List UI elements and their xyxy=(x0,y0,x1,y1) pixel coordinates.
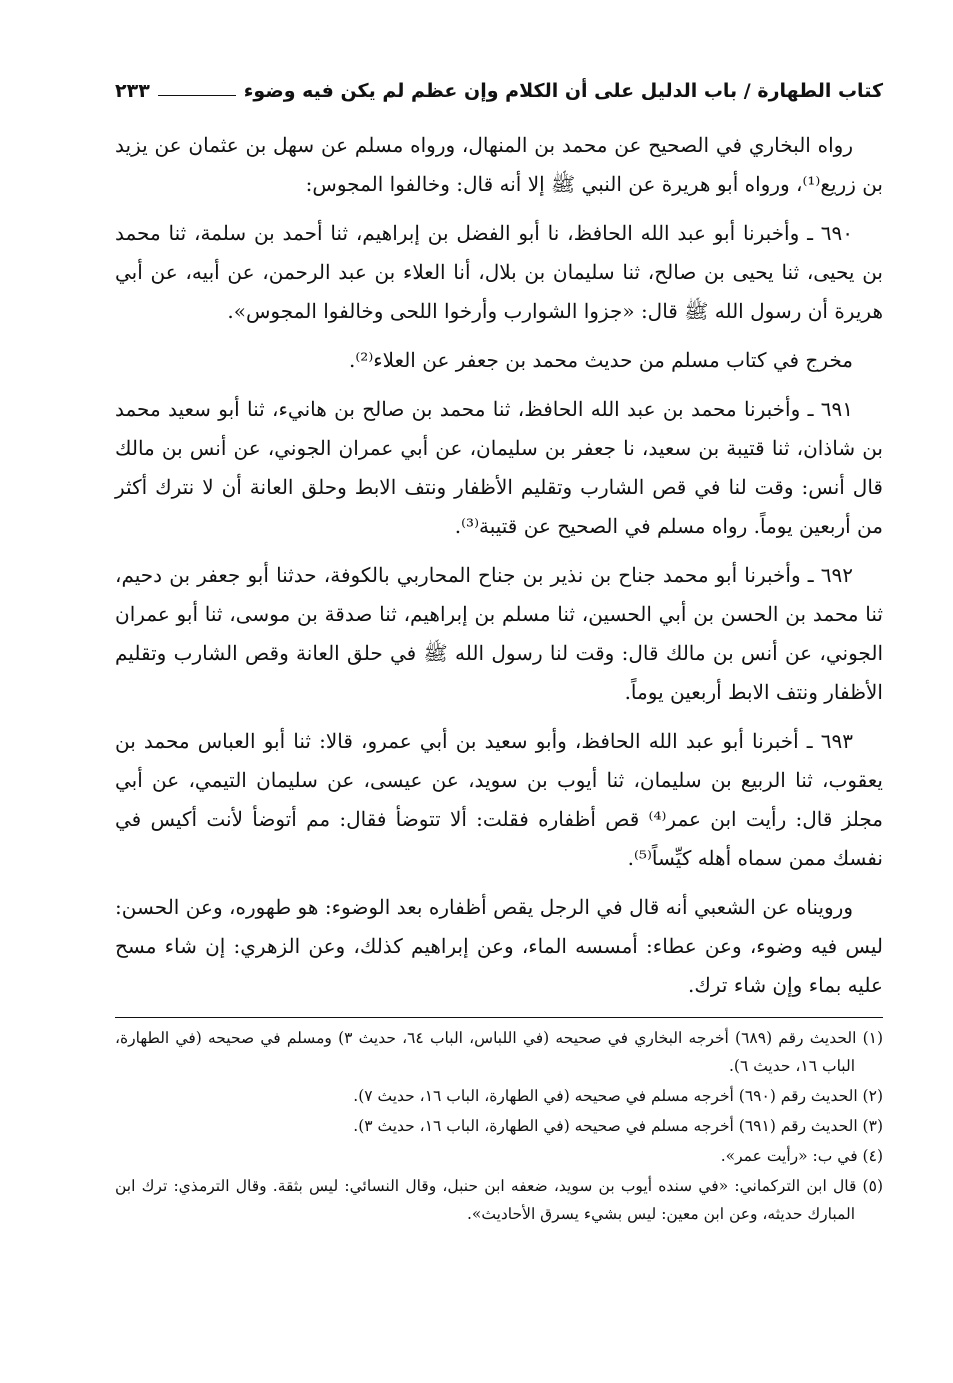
footnote-separator xyxy=(115,1017,883,1018)
footnote-3: (٣) الحديث رقم (٦٩١) أخرجه مسلم في صحيحه (في الطهارة، الباب ١٦، حديث ٣). xyxy=(353,1117,883,1135)
main-text xyxy=(115,126,883,1005)
paragraph-hadith-692: ٦٩٢ ـ وأخبرنا أبو محمد جناح بن نذير بن جناح المحاربي بالكوفة، حدثنا أبو جعفر بن دحيم، ثنا محمد بن الحسن بن أبي الحسين، ثنا مسلم بن إبراهيم، ثنا صدقة بن موسى، ثنا أبو عمران الجوني، عن أنس بن مالك قال: وقت لنا رسول الله ﷺ في حلق العانة وقص الشارب وتقليم الأظفار ونتف الابط أربعين يوماً. xyxy=(115,563,883,704)
paragraph-hadith-693: ٦٩٣ ـ أخبرنا أبو عبد الله الحافظ، وأبو سعيد بن أبي عمرو، قالا: ثنا أبو العباس محمد بن يعقوب، ثنا الربيع بن سليمان، ثنا أيوب بن سويد، عن عيسى، عن سليمان التيمي، عن أبي مجلز قال: رأيت ابن عمر⁽⁴⁾ قص أظفاره فقلت: ألا تتوضأ فقال: مم أتوضأ لأنت أكيس في نفسك ممن سماه أهله كيِّساً⁽⁵⁾. xyxy=(115,729,884,870)
paragraph-mukharraj: مخرج في كتاب مسلم من حديث محمد بن جعفر عن العلاء⁽²⁾. xyxy=(349,348,853,372)
footnote-5: (٥) قال ابن التركماني: «في سنده أيوب بن سويد، ضعفه ابن حنبل، وقال النسائي: ليس بثقة. وقال الترمذي: ترك ابن المبارك حديثه، وعن ابن معين: ليس بشيء يسرق الأحاديث». xyxy=(115,1177,883,1223)
paragraph-hadith-690: ٦٩٠ ـ وأخبرنا أبو عبد الله الحافظ، نا أبو الفضل بن إبراهيم، ثنا أحمد بن سلمة، ثنا محمد بن يحيى، ثنا يحيى بن صالح، ثنا سليمان بن بلال، أنا العلاء بن عبد الرحمن، عن أبيه، عن أبي هريرة أن رسول الله ﷺ قال: «جزوا الشوارب وأرخوا اللحى وخالفوا المجوس». xyxy=(115,221,883,323)
page-number: ٢٣٣ xyxy=(115,80,150,102)
paragraph-bukhari-muslim: رواه البخاري في الصحيح عن محمد بن المنهال، ورواه مسلم عن سهل بن عثمان عن يزيد بن زريع⁽¹⁾، ورواه أبو هريرة عن النبي ﷺ إلا أنه قال: وخالفوا المجوس: xyxy=(115,133,883,196)
footnote-2: (٢) الحديث رقم (٦٩٠) أخرجه مسلم في صحيحه (في الطهارة، الباب ١٦، حديث ٧). xyxy=(353,1087,883,1105)
footnote-4: (٤) في ب: «رأيت عمر». xyxy=(720,1147,883,1165)
running-head-title: كتاب الطهارة / باب الدليل على أن الكلام وإن عظم لم يكن فيه وضوء xyxy=(243,80,883,102)
paragraph-hadith-691: ٦٩١ ـ وأخبرنا محمد بن عبد الله الحافظ، ثنا محمد بن صالح بن هانيء، ثنا أبو سعيد محمد بن شاذان، ثنا قتيبة بن سعيد، نا جعفر بن سليمان، عن أبي عمران الجوني، عن أنس بن مالك قال أنس: وقت لنا في قص الشارب وتقليم الأظفار ونتف الابط وحلق العانة أن لا نترك أكثر من أربعين يوماً. رواه مسلم في الصحيح عن قتيبة⁽³⁾. xyxy=(115,397,883,538)
book-page xyxy=(115,70,883,1230)
paragraph-shabi: ورويناه عن الشعبي أنه قال في الرجل يقص أظفاره بعد الوضوء: هو طهوره، وعن الحسن: ليس فيه وضوء، وعن عطاء: أمسسه الماء، وعن إبراهيم كذلك، وعن الزهري: إن شاء مسح عليه بماء وإن شاء ترك. xyxy=(115,895,883,997)
running-head-rule xyxy=(158,95,236,96)
footnotes xyxy=(115,1024,883,1228)
footnote-1: (١) الحديث رقم (٦٨٩) أخرجه البخاري في صحيحه (في اللباس، الباب ٦٤، حديث ٣) ومسلم في صحيحه (في الطهارة، الباب ١٦، حديث ٦). xyxy=(115,1029,884,1075)
running-head xyxy=(115,70,883,112)
